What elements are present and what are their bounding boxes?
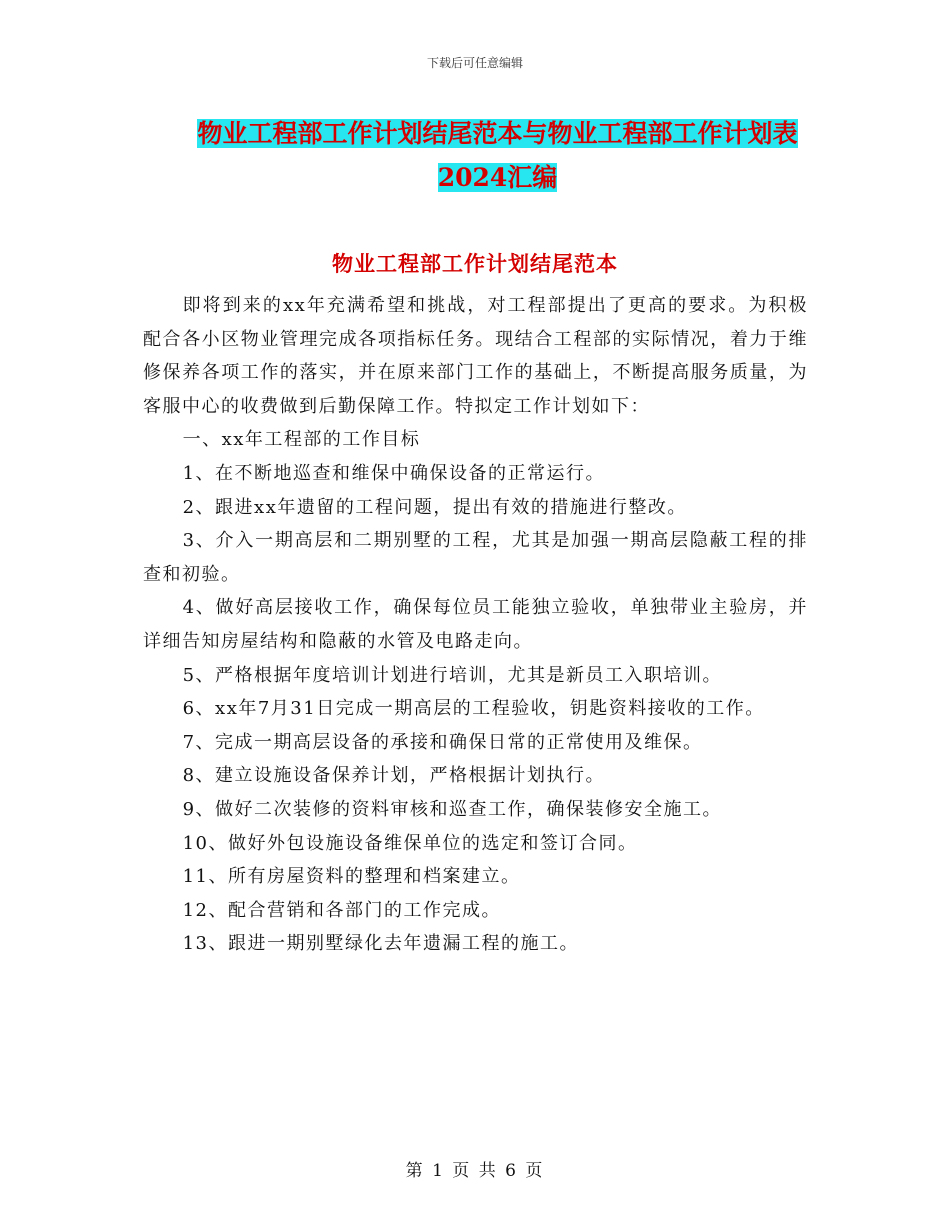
body-paragraph: 5、严格根据年度培训计划进行培训，尤其是新员工入职培训。 [182, 664, 723, 686]
body-paragraph: 4、做好高层接收工作，确保每位员工能独立验收，单独带业主验房，并详细告知房屋结构和隐蔽的水管及电路走向。 [143, 597, 808, 652]
body-paragraph: 7、完成一期高层设备的承接和确保日常的正常使用及维保。 [182, 731, 703, 753]
document-title [190, 112, 805, 200]
body-paragraph: 8、建立设施设备保养计划，严格根据计划执行。 [182, 765, 606, 787]
page-number: 第 1 页 共 6 页 [405, 1161, 545, 1181]
body-paragraph: 11、所有房屋资料的整理和档案建立。 [182, 866, 521, 888]
body-paragraph: 9、做好二次装修的资料审核和巡查工作，确保装修安全施工。 [182, 798, 723, 820]
body-paragraph: 10、做好外包设施设备维保单位的选定和签订合同。 [182, 832, 638, 854]
document-title-text: 物业工程部工作计划结尾范本与物业工程部工作计划表2024汇编 [197, 119, 798, 192]
body-paragraph: 2、跟进xx年遗留的工程问题，提出有效的措施进行整改。 [182, 496, 687, 518]
document-body [143, 289, 808, 961]
body-paragraph: 13、跟进一期别墅绿化去年遗漏工程的施工。 [182, 933, 579, 955]
header-note: 下载后可任意编辑 [426, 56, 523, 70]
section-title: 物业工程部工作计划结尾范本 [332, 251, 618, 276]
body-paragraph: 即将到来的xx年充满希望和挑战，对工程部提出了更高的要求。为积极配合各小区物业管理完成各项指标任务。现结合工程部的实际情况，着力于维修保养各项工作的落实，并在原来部门工作的基础上，不断提高服务质量，为客服中心的收费做到后勤保障工作。特拟定工作计划如下： [143, 295, 808, 417]
body-paragraph: 一、xx年工程部的工作目标 [182, 429, 421, 451]
body-paragraph: 12、配合营销和各部门的工作完成。 [182, 899, 501, 921]
body-paragraph: 3、介入一期高层和二期别墅的工程，尤其是加强一期高层隐蔽工程的排查和初验。 [143, 530, 808, 585]
body-paragraph: 6、xx年7月31日完成一期高层的工程验收，钥匙资料接收的工作。 [182, 698, 765, 720]
body-paragraph: 1、在不断地巡查和维保中确保设备的正常运行。 [182, 462, 606, 484]
